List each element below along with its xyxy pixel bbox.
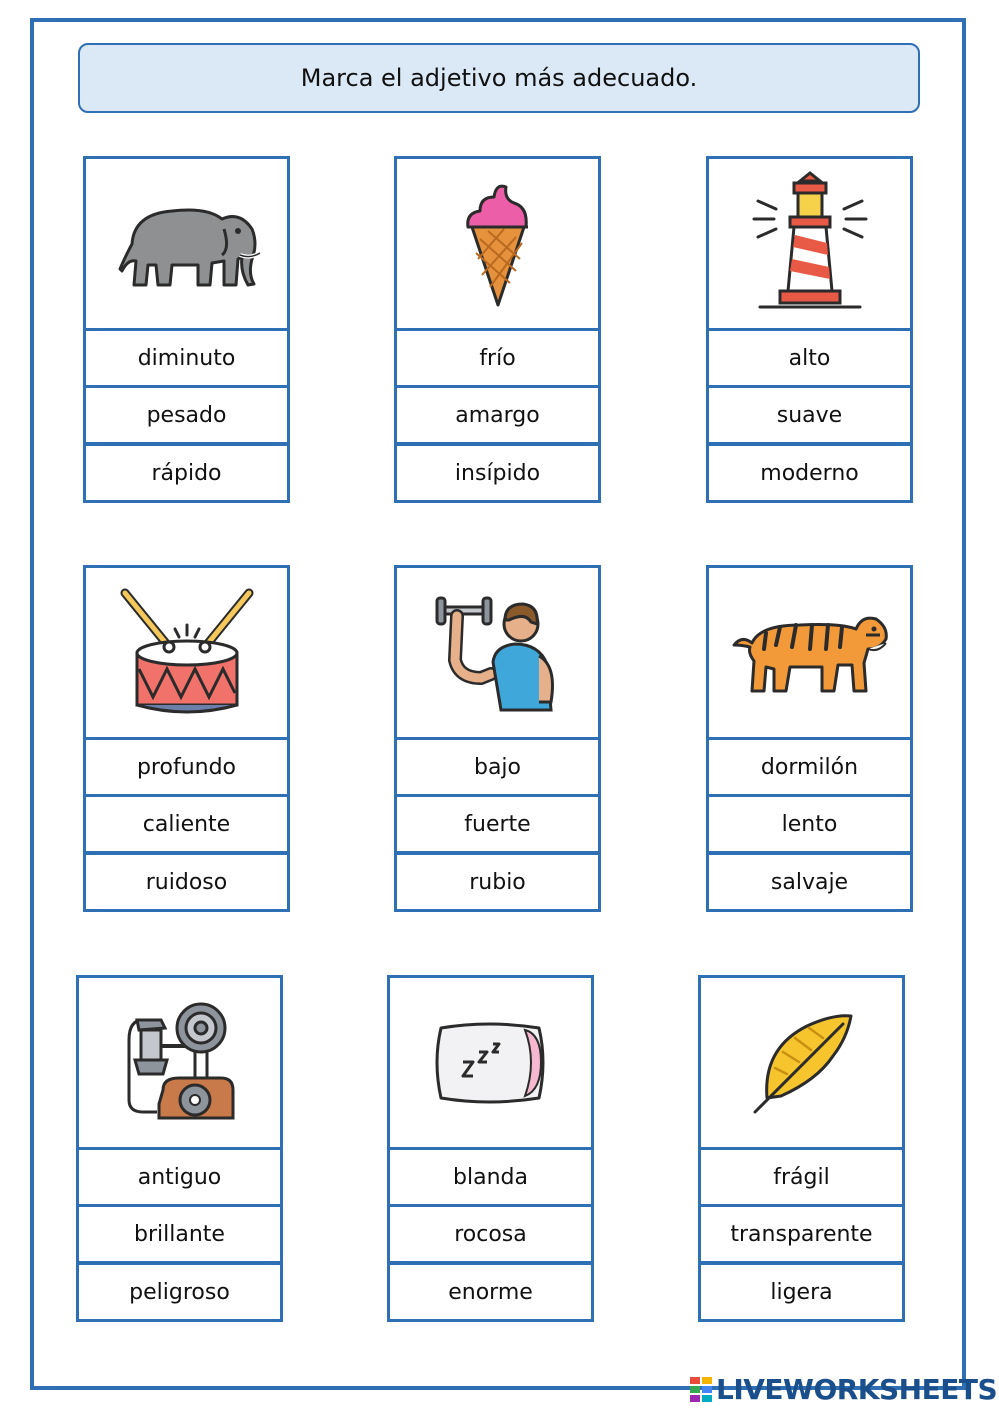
elephant-image [83,156,290,331]
option-frio[interactable]: frío [394,328,601,388]
tiger-image [706,565,913,740]
card-elephant [83,156,290,503]
option-bajo[interactable]: bajo [394,737,601,797]
option-antiguo[interactable]: antiguo [76,1147,283,1207]
card-pillow [387,975,594,1322]
option-lento[interactable]: lento [706,794,913,854]
option-suave[interactable]: suave [706,385,913,445]
drum-icon [117,585,257,720]
strong-man-image [394,565,601,740]
option-peligroso[interactable]: peligroso [76,1262,283,1322]
option-transparente[interactable]: transparente [698,1204,905,1264]
option-fragil[interactable]: frágil [698,1147,905,1207]
option-ligera[interactable]: ligera [698,1262,905,1322]
option-salvaje[interactable]: salvaje [706,852,913,912]
option-rubio[interactable]: rubio [394,852,601,912]
tiger-icon [730,605,890,700]
instruction-banner [78,43,920,113]
old-telephone-icon [125,1000,235,1125]
old-telephone-image [76,975,283,1150]
option-insipido[interactable]: insípido [394,443,601,503]
ice-cream-icon [458,179,538,309]
card-ice-cream [394,156,601,503]
elephant-icon [112,189,262,299]
feather-icon [747,1008,857,1118]
logo-text: LIVEWORKSHEETS [716,1372,998,1406]
option-fuerte[interactable]: fuerte [394,794,601,854]
lighthouse-image [706,156,913,331]
lighthouse-icon [750,171,870,316]
instruction-text: Marca el adjetivo más adecuado. [300,64,698,92]
option-enorme[interactable]: enorme [387,1262,594,1322]
option-diminuto[interactable]: diminuto [83,328,290,388]
option-rapido[interactable]: rápido [83,443,290,503]
pillow-image [387,975,594,1150]
option-blanda[interactable]: blanda [387,1147,594,1207]
drum-image [83,565,290,740]
card-feather [698,975,905,1322]
liveworksheets-logo [690,1372,997,1406]
ice-cream-image [394,156,601,331]
option-brillante[interactable]: brillante [76,1204,283,1264]
option-amargo[interactable]: amargo [394,385,601,445]
option-rocosa[interactable]: rocosa [387,1204,594,1264]
option-moderno[interactable]: moderno [706,443,913,503]
option-caliente[interactable]: caliente [83,794,290,854]
feather-image [698,975,905,1150]
card-old-telephone [76,975,283,1322]
card-tiger [706,565,913,912]
option-dormilon[interactable]: dormilón [706,737,913,797]
logo-mark-icon [690,1377,712,1402]
option-profundo[interactable]: profundo [83,737,290,797]
option-pesado[interactable]: pesado [83,385,290,445]
option-ruidoso[interactable]: ruidoso [83,852,290,912]
card-drum [83,565,290,912]
card-lighthouse [706,156,913,503]
option-alto[interactable]: alto [706,328,913,388]
pillow-icon [433,1018,548,1108]
card-strong-man [394,565,601,912]
strong-man-icon [435,590,560,715]
